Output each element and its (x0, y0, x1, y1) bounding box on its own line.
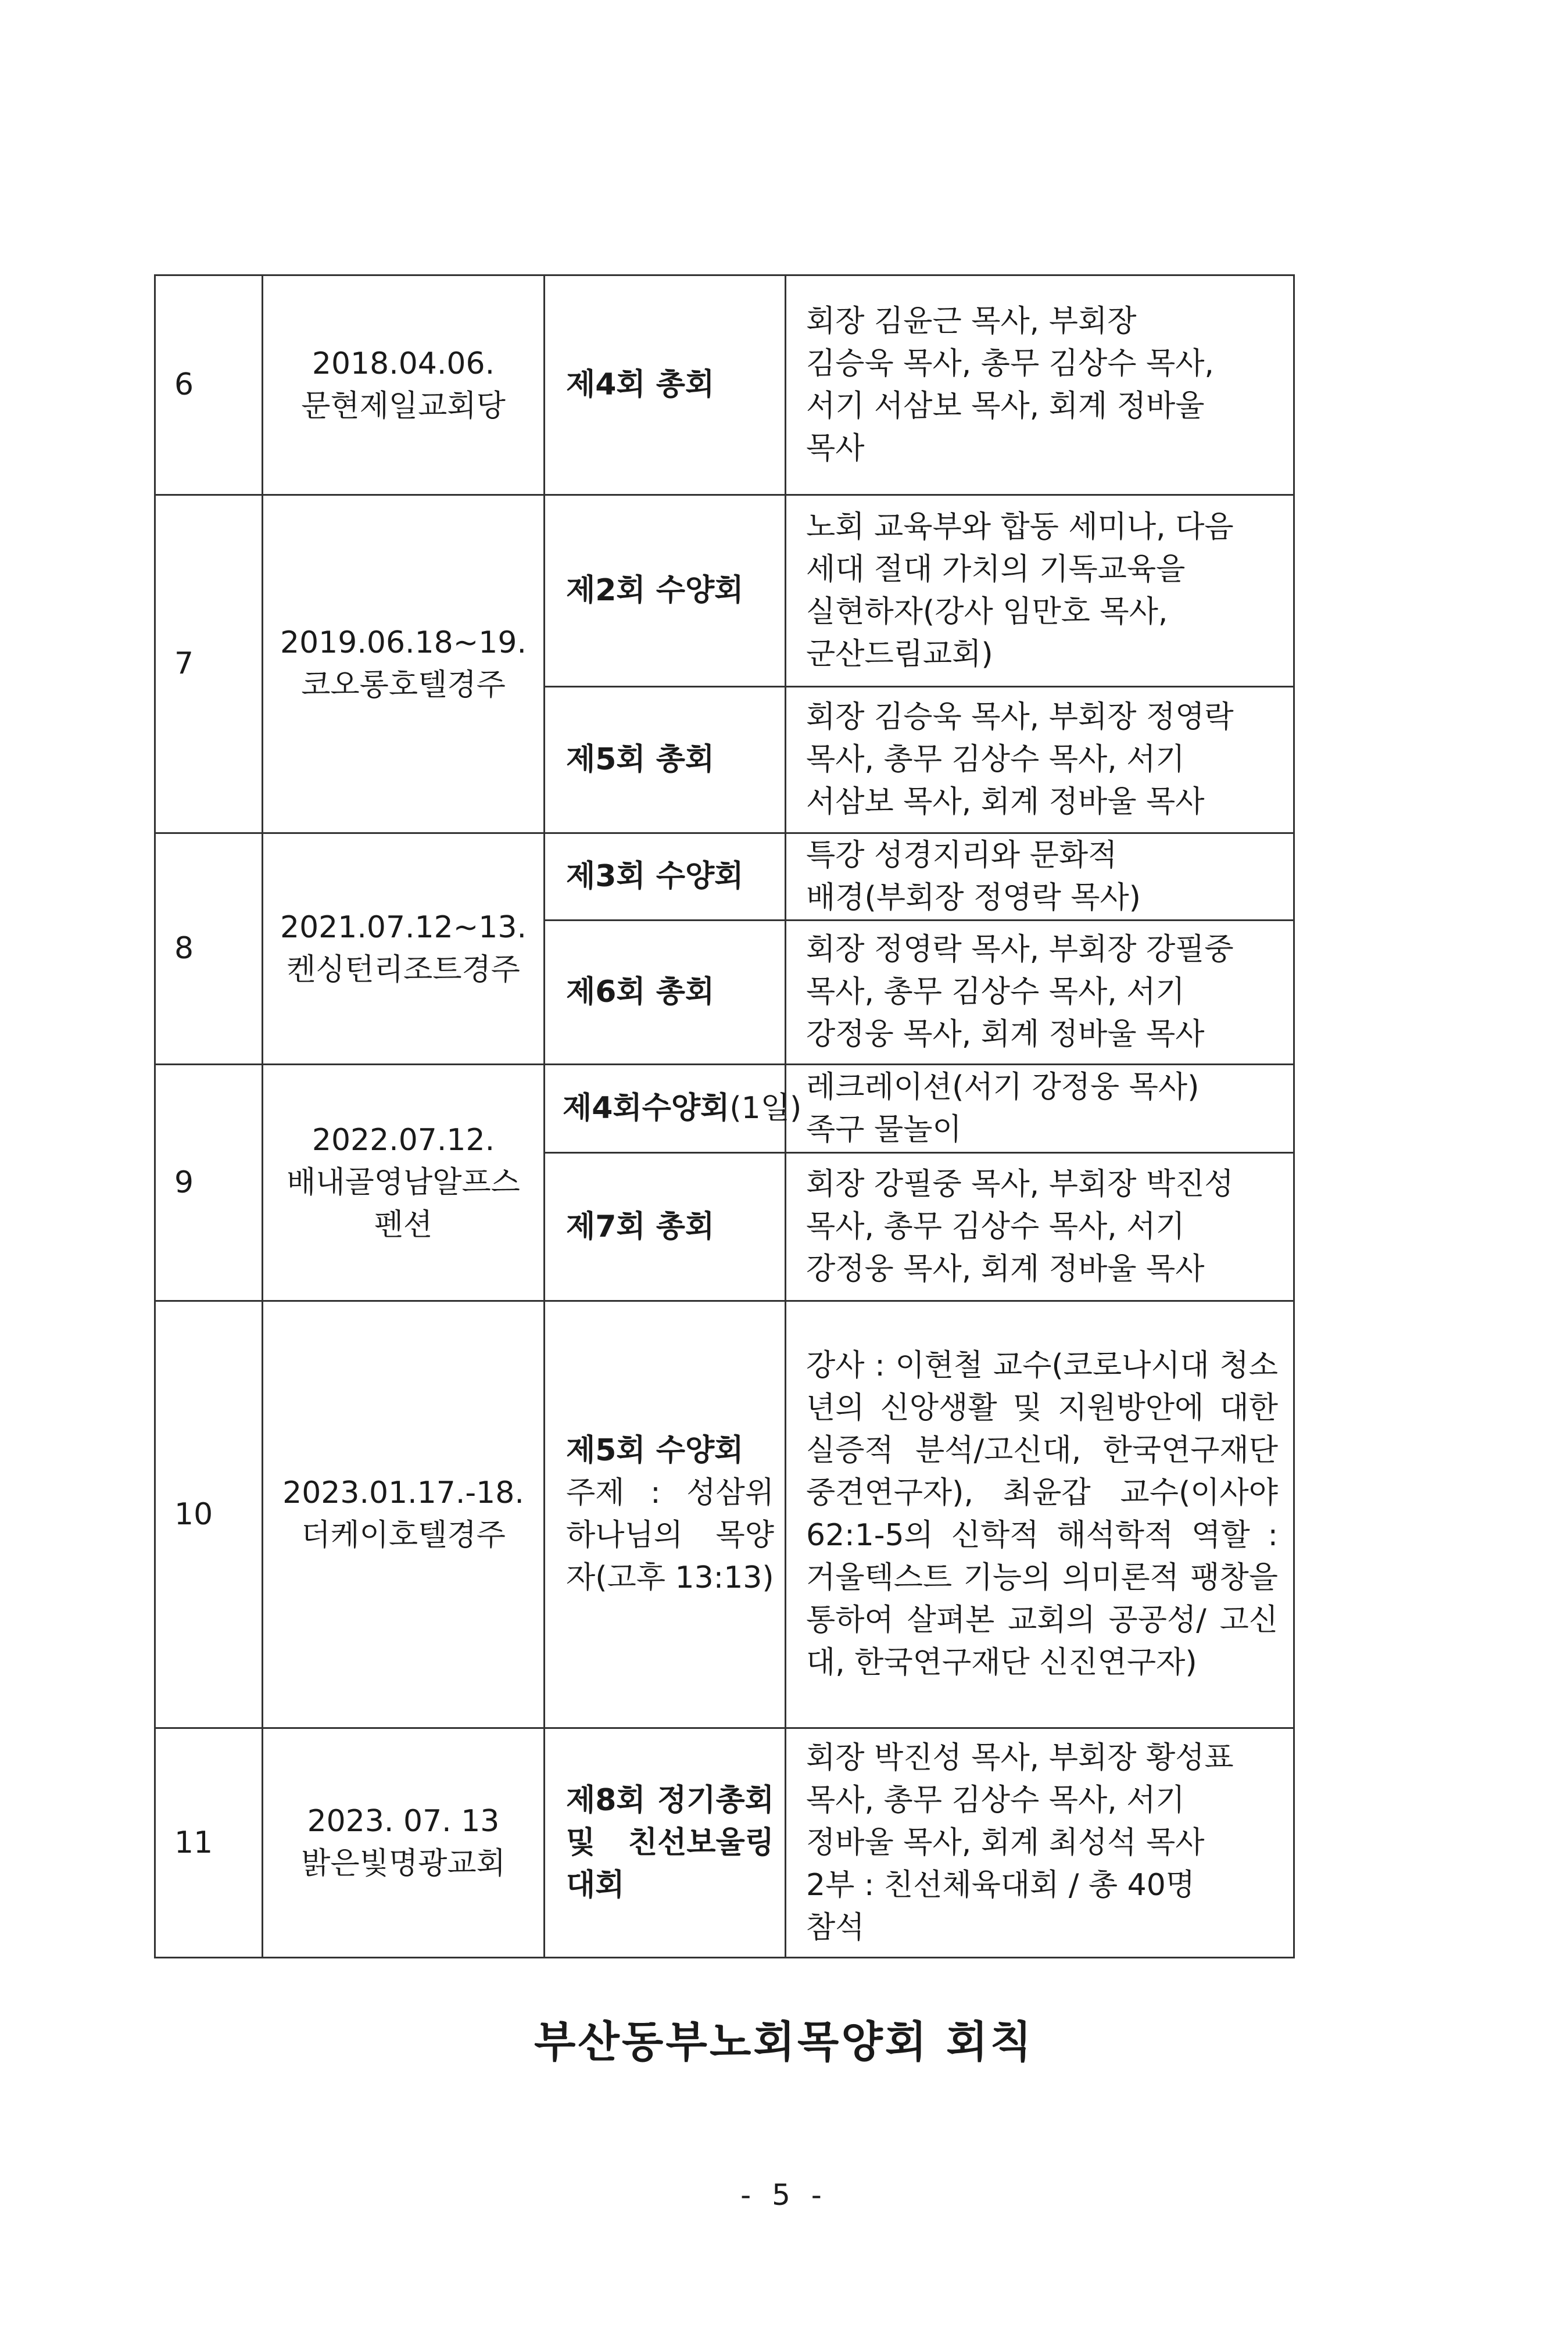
event-title: 제5회 수양회 (566, 1433, 744, 1468)
date-venue-cell (263, 495, 545, 833)
description-line: 2부 : 친선체육대회 / 총 40명 (806, 1867, 1195, 1903)
description-line: 세대 절대 가치의 기독교육을 (806, 552, 1186, 587)
description-line: 회장 김승욱 목사, 부회장 정영락 (806, 700, 1234, 735)
description-line: 군산드림교회) (806, 636, 993, 672)
description-line: 강정웅 목사, 회계 정바울 목사 (806, 1017, 1205, 1052)
description-line: 목사, 총무 김상수 목사, 서기 (806, 742, 1185, 777)
description-cell (786, 1065, 1294, 1153)
description-line: 목사, 총무 김상수 목사, 서기 (806, 1782, 1185, 1818)
event-title-suffix: (1일) (729, 1091, 802, 1126)
description-text: 강사 : 이현철 교수(코로나시대 청소년의 신앙생활 및 지원방안에 대한 실증적 분석/고신대, 한국연구재단 중견연구자), 최윤갑 교수(이사야 62:1-5의 신학적 해석학적 역할 : 거울텍스트 기능의 의미론적 팽창을 통하여 살펴본 교회의 공공성/ 고신대, 한국연구재단 신진연구자) (806, 1348, 1278, 1680)
event-cell (545, 833, 786, 921)
row-number: 10 (155, 1301, 263, 1728)
description-line: 회장 박진성 목사, 부회장 황성표 (806, 1740, 1234, 1775)
event-title: 제5회 총회 (566, 742, 715, 777)
event-theme: 주제 : 성삼위 하나님의 목양자(고후 13:13) (566, 1476, 774, 1595)
venue-text: 배내골영남알프스 (287, 1165, 520, 1200)
date-text: 2019.06.18~19. (280, 625, 527, 660)
venue-text: 코오롱호텔경주 (301, 667, 506, 703)
description-cell (786, 1301, 1294, 1728)
event-title: 제4회 총회 (566, 367, 715, 402)
table-row (155, 275, 1294, 495)
event-title: 제2회 수양회 (566, 573, 744, 608)
table-row (155, 1728, 1294, 1958)
venue-text: 문현제일교회당 (301, 388, 506, 424)
table-row (155, 1301, 1294, 1728)
event-title: 제4회수양회 (563, 1091, 730, 1126)
description-cell (786, 833, 1294, 921)
row-number: 9 (155, 1065, 263, 1301)
date-venue-cell (263, 1065, 545, 1301)
description-line: 족구 물놀이 (806, 1112, 962, 1147)
venue-text: 밝은빛명광교회 (301, 1846, 506, 1881)
description-line: 정바울 목사, 회계 최성석 목사 (806, 1825, 1205, 1860)
description-line: 목사 (806, 431, 865, 466)
description-line: 김승욱 목사, 총무 김상수 목사, (806, 346, 1214, 381)
date-text: 2021.07.12~13. (280, 909, 527, 945)
event-title: 제8회 정기총회 및 친선보울링대회 (566, 1782, 774, 1903)
description-line: 참석 (806, 1910, 865, 1945)
description-cell (786, 275, 1294, 495)
row-number: 7 (155, 495, 263, 833)
description-line: 서삼보 목사, 회계 정바울 목사 (806, 785, 1205, 819)
date-venue-cell (263, 1728, 545, 1958)
table-row (155, 1065, 1294, 1153)
meeting-history-table (154, 274, 1295, 1958)
event-title: 제7회 총회 (566, 1209, 715, 1244)
description-cell (786, 1153, 1294, 1301)
description-cell (786, 921, 1294, 1065)
table-row (155, 833, 1294, 921)
section-title: 부산동부노회목양회 회칙 (534, 2017, 1034, 2067)
date-text: 2018.04.06. (312, 346, 495, 381)
description-cell (786, 1728, 1294, 1958)
date-venue-cell (263, 833, 545, 1065)
event-cell (545, 921, 786, 1065)
venue-text: 펜션 (374, 1207, 433, 1242)
description-line: 회장 강필중 목사, 부회장 박진성 (806, 1166, 1234, 1202)
description-cell (786, 687, 1294, 833)
page-number: - 5 - (740, 2178, 828, 2212)
event-cell (545, 1728, 786, 1958)
date-venue-cell (263, 275, 545, 495)
description-line: 회장 정영락 목사, 부회장 강필중 (806, 932, 1234, 967)
description-line: 배경(부회장 정영락 목사) (806, 880, 1141, 915)
event-cell (545, 1065, 802, 1153)
event-cell (545, 275, 786, 495)
description-line: 특강 성경지리와 문화적 (806, 837, 1118, 873)
date-text: 2023.01.17.-18. (282, 1476, 524, 1510)
description-line: 실현하자(강사 임만호 목사, (806, 594, 1168, 629)
event-cell (545, 1301, 786, 1728)
event-title: 제6회 총회 (566, 975, 715, 1009)
venue-text: 더케이호텔경주 (301, 1518, 506, 1553)
description-cell (786, 495, 1294, 687)
venue-text: 켄싱턴리조트경주 (287, 952, 520, 987)
description-line: 목사, 총무 김상수 목사, 서기 (806, 1209, 1185, 1244)
event-cell (545, 495, 786, 687)
row-number: 8 (155, 833, 263, 1065)
description-line: 회장 김윤근 목사, 부회장 (806, 303, 1137, 339)
date-venue-cell (263, 1301, 545, 1728)
row-number: 11 (155, 1728, 263, 1958)
description-line: 서기 서삼보 목사, 회계 정바울 (806, 388, 1205, 424)
event-cell (545, 687, 786, 833)
date-text: 2022.07.12. (312, 1122, 495, 1158)
description-line: 노회 교육부와 합동 세미나, 다음 (806, 509, 1234, 545)
event-title: 제3회 수양회 (566, 859, 744, 894)
event-cell (545, 1153, 786, 1301)
table-row (155, 495, 1294, 687)
description-line: 강정웅 목사, 회계 정바울 목사 (806, 1251, 1205, 1287)
date-text: 2023. 07. 13 (307, 1804, 500, 1839)
description-line: 레크레이션(서기 강정웅 목사) (806, 1069, 1200, 1105)
row-number: 6 (155, 275, 263, 495)
description-line: 목사, 총무 김상수 목사, 서기 (806, 975, 1185, 1009)
